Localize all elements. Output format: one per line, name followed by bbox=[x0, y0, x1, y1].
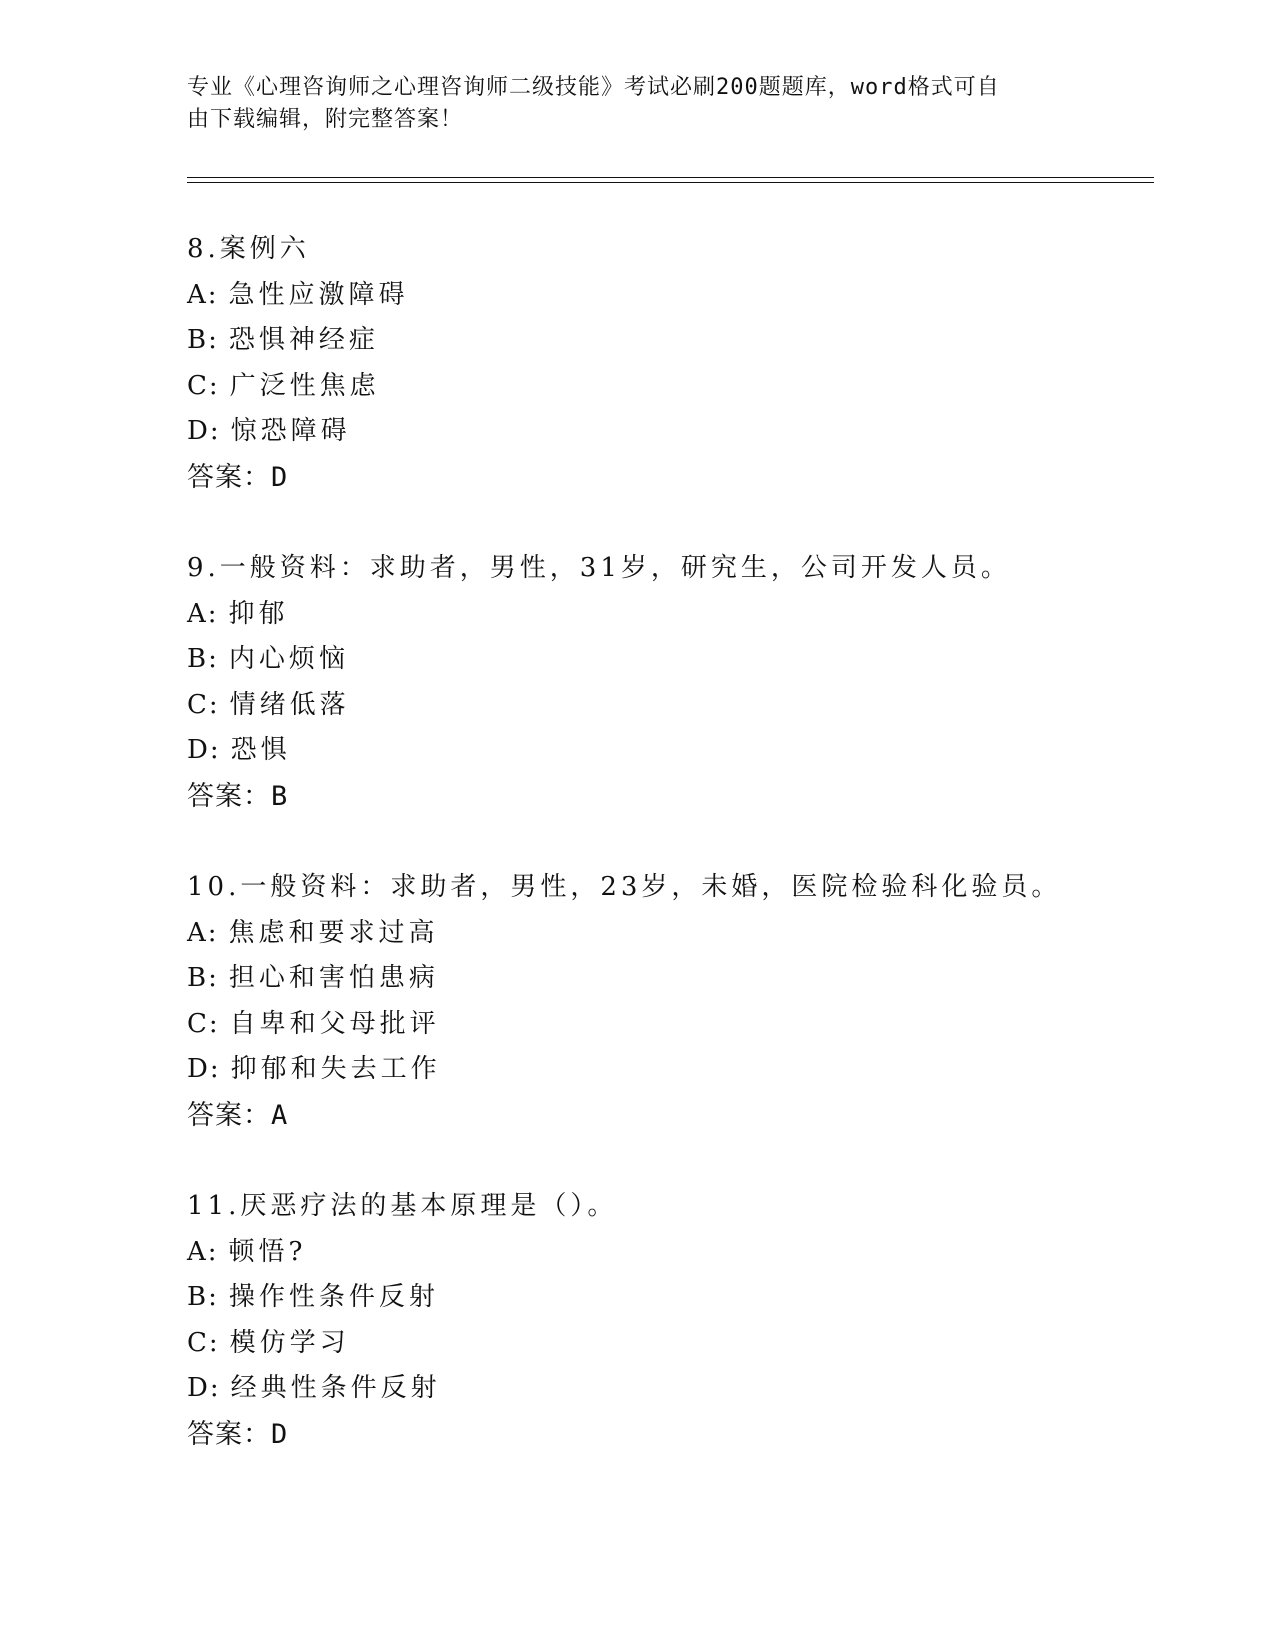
option-key: C: bbox=[187, 1008, 220, 1039]
option-text: 广泛性焦虑 bbox=[229, 370, 380, 401]
option-a bbox=[187, 911, 1137, 957]
option-text: 模仿学习 bbox=[229, 1327, 350, 1358]
option-key: B: bbox=[187, 325, 219, 356]
question-stem: 10.一般资料：求助者，男性，23岁，未婚，医院检验科化验员。 bbox=[187, 872, 1062, 902]
answer-label: 答案： bbox=[187, 1418, 271, 1450]
option-key: A: bbox=[187, 1236, 219, 1267]
header-line-2: 由下载编辑，附完整答案！ bbox=[187, 107, 464, 132]
option-text: 惊恐障碍 bbox=[230, 416, 351, 447]
option-key: A: bbox=[187, 598, 219, 629]
option-text: 抑郁 bbox=[228, 598, 289, 629]
option-a bbox=[187, 592, 1137, 638]
option-text: 抑郁和失去工作 bbox=[230, 1054, 441, 1085]
option-text: 情绪低落 bbox=[229, 689, 350, 720]
option-text: 操作性条件反射 bbox=[228, 1282, 439, 1313]
answer-label: 答案： bbox=[187, 780, 271, 812]
answer-label: 答案： bbox=[187, 1099, 271, 1131]
option-d bbox=[187, 1047, 1137, 1093]
option-b bbox=[187, 1275, 1137, 1321]
option-key: C: bbox=[187, 1327, 220, 1358]
option-d bbox=[187, 1366, 1137, 1412]
option-text: 恐惧神经症 bbox=[228, 325, 379, 356]
option-text: 急性应激障碍 bbox=[228, 279, 409, 310]
answer-value: D bbox=[271, 461, 289, 493]
answer-label: 答案： bbox=[187, 461, 271, 493]
option-b bbox=[187, 956, 1137, 1002]
option-key: A: bbox=[187, 917, 219, 948]
option-d bbox=[187, 409, 1137, 455]
option-key: D: bbox=[187, 1373, 221, 1404]
question-stem: 8.案例六 bbox=[187, 234, 310, 264]
option-key: D: bbox=[187, 1054, 221, 1085]
header-divider-bottom bbox=[187, 182, 1154, 183]
answer-line bbox=[187, 1093, 1137, 1139]
answer-line bbox=[187, 774, 1137, 820]
option-text: 内心烦恼 bbox=[228, 644, 349, 675]
option-key: B: bbox=[187, 1282, 219, 1313]
option-key: B: bbox=[187, 644, 219, 675]
question-stem: 9.一般资料：求助者，男性，31岁，研究生，公司开发人员。 bbox=[187, 553, 1011, 583]
answer-value: A bbox=[271, 1099, 289, 1131]
question-block bbox=[187, 227, 1137, 501]
option-a bbox=[187, 273, 1137, 319]
header-line-1: 专业《心理咨询师之心理咨询师二级技能》考试必刷200题题库，word格式可自 bbox=[187, 75, 1000, 100]
option-c bbox=[187, 364, 1137, 410]
option-text: 焦虑和要求过高 bbox=[228, 917, 439, 948]
answer-value: B bbox=[271, 780, 289, 812]
answer-line bbox=[187, 1412, 1137, 1458]
option-text: 自卑和父母批评 bbox=[229, 1008, 440, 1039]
question-block bbox=[187, 1184, 1137, 1458]
answer-value: D bbox=[271, 1418, 289, 1450]
question-stem: 11.厌恶疗法的基本原理是（）。 bbox=[187, 1191, 618, 1221]
option-key: D: bbox=[187, 735, 221, 766]
document-header bbox=[187, 72, 1067, 136]
option-text: 顿悟? bbox=[228, 1236, 307, 1267]
option-a bbox=[187, 1230, 1137, 1276]
answer-line bbox=[187, 455, 1137, 501]
option-key: D: bbox=[187, 416, 221, 447]
option-b bbox=[187, 318, 1137, 364]
option-key: C: bbox=[187, 370, 220, 401]
question-block bbox=[187, 546, 1137, 820]
question-block bbox=[187, 865, 1137, 1139]
option-text: 经典性条件反射 bbox=[230, 1373, 441, 1404]
option-key: B: bbox=[187, 963, 219, 994]
option-b bbox=[187, 637, 1137, 683]
option-key: C: bbox=[187, 689, 220, 720]
option-key: A: bbox=[187, 279, 219, 310]
option-d bbox=[187, 728, 1137, 774]
header-divider-top bbox=[187, 177, 1154, 178]
option-c bbox=[187, 1321, 1137, 1367]
option-text: 担心和害怕患病 bbox=[228, 963, 439, 994]
option-c bbox=[187, 683, 1137, 729]
option-text: 恐惧 bbox=[230, 735, 291, 766]
option-c bbox=[187, 1002, 1137, 1048]
